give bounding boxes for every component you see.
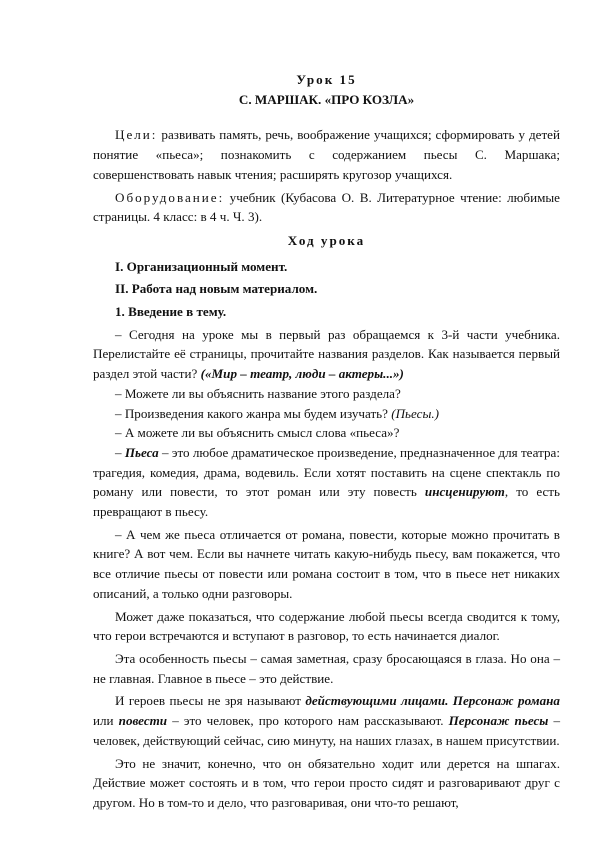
paragraph-3-answer: (Пьесы.) bbox=[391, 405, 439, 421]
paragraph-9 bbox=[93, 691, 560, 750]
paragraph-1-text: – Сегодня на уроке мы в первый раз обращаемся к 3-й части учебника. Перелистайте её страницы, прочитайте названия разделов. Как называется первый раздел этой части? bbox=[93, 326, 560, 382]
paragraph-5-end: , то есть превращают в пьесу. bbox=[93, 484, 560, 520]
paragraph-1-answer: («Мир – театр, люди – актеры...») bbox=[200, 366, 404, 382]
paragraph-6: – А чем же пьеса отличается от романа, повести, которые можно прочитать в книге? А вот чем. Если вы начнете читать какую-нибудь пьесу, вам покажется, что все отличие пьесы от повести или романа состоит в том, что в пьесе нет никаких описаний, а только одни разговоры. bbox=[93, 526, 560, 601]
term-inscenirovat: инсценируют bbox=[424, 484, 505, 500]
paragraph-9-g: – человек, действующий сейчас, сию минуту, на наших глазах, в нашем присутствии. bbox=[93, 713, 561, 748]
paragraph-2: – Можете ли вы объяснить название этого раздела? bbox=[115, 385, 401, 401]
goals-text: развивать память, речь, воображение учащихся; сформировать у детей понятие «пьеса»; познакомить с содержанием пьесы С. Маршака; совершенствовать навык чтения; расширять кругозор учащихся. bbox=[93, 127, 560, 182]
section-heading-2: II. Работа над новым материалом. bbox=[115, 281, 318, 297]
section-heading-1: I. Организационный момент. bbox=[115, 258, 288, 274]
paragraph-3-text: – Произведения какого жанра мы будем изучать? bbox=[115, 405, 392, 421]
lesson-number: Урок 15 bbox=[296, 72, 357, 87]
paragraph-5 bbox=[93, 443, 560, 522]
paragraph-10: Это не значит, конечно, что он обязательно ходит или дерется на шпагах. Действие может состоять и в том, что герои просто сидят и разговаривают друг с другом. Но в том-то и дело, что разговаривая, они что-то решают, bbox=[93, 755, 560, 810]
paragraph-5-text: – это любое драматическое произведение, предназначенное для театра: трагедия, комедия, драма, водевиль. Если хотят поставить на сцене спектакль по роману или повести, то этот роман или эту повесть bbox=[93, 444, 560, 500]
term-pyesa: Пьеса bbox=[124, 444, 159, 460]
term-deystvuyushchie-litsa: действующими лицами. Персонаж романа bbox=[305, 693, 560, 709]
paragraph-9-a: И героев пьесы не зря называют bbox=[115, 693, 306, 709]
paragraph-7: Может даже показаться, что содержание любой пьесы всегда сводится к тому, что герои встречаются и вступают в разговор, то есть начинается диалог. bbox=[93, 608, 560, 644]
equipment-text: учебник (Кубасова О. В. Литературное чтение: любимые страницы. 4 класс: в 4 ч. Ч. 3). bbox=[93, 189, 560, 225]
paragraph-8: Эта особенность пьесы – самая заметная, сразу бросающаяся в глаза. Но она – не главная. Главное в пьесе – это действие. bbox=[93, 650, 560, 686]
section-heading-3: 1. Введение в тему. bbox=[115, 304, 227, 320]
lesson-title: С. МАРШАК. «ПРО КОЗЛА» bbox=[238, 91, 415, 107]
goals-label: Цели: bbox=[115, 127, 158, 143]
goals-paragraph bbox=[93, 125, 560, 184]
term-personazh-pyesy: Персонаж пьесы bbox=[448, 713, 549, 729]
equipment-label: Оборудование: bbox=[115, 189, 225, 205]
equipment-paragraph bbox=[93, 188, 560, 227]
term-povesti: повести bbox=[118, 713, 168, 729]
paragraph-3 bbox=[93, 404, 560, 424]
paragraph-5-dash: – bbox=[115, 444, 125, 460]
paragraph-9-c: или bbox=[93, 713, 119, 729]
paragraph-9-e: – это человек, про которого нам рассказывают. bbox=[167, 713, 449, 729]
document-body bbox=[93, 70, 560, 813]
paragraph-1 bbox=[93, 325, 560, 384]
course-heading: Ход урока bbox=[287, 232, 366, 248]
paragraph-4: – А можете ли вы объяснить смысл слова «пьеса»? bbox=[115, 425, 400, 441]
